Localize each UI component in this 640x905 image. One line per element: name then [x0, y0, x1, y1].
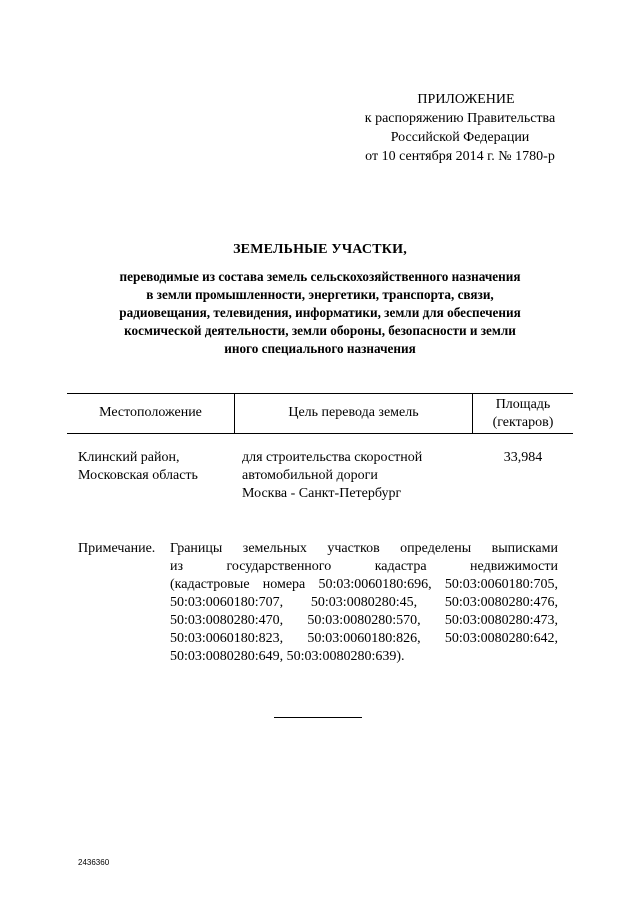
table-top-rule	[67, 393, 573, 394]
location-line-2: Московская область	[78, 468, 198, 483]
note-line: Границы земельных участков определены выписками	[170, 541, 558, 556]
subtitle-line: радиовещания, телевидения, информатики, земли для обеспечения	[119, 305, 521, 320]
appendix-line-3: от 10 сентября 2014 г. № 1780-р	[365, 149, 555, 164]
note-line: 50:03:0080280:649, 50:03:0080280:639).	[170, 649, 405, 664]
note-body	[170, 540, 558, 666]
column-header-purpose: Цель перевода земель	[288, 405, 419, 420]
note-label: Примечание.	[78, 541, 156, 556]
column-header-location: Местоположение	[99, 405, 202, 420]
subtitle-line: иного специального назначения	[224, 341, 416, 356]
document-number: 2436360	[78, 858, 110, 867]
table-cell-area: 33,984	[503, 450, 543, 465]
purpose-line-3: Москва - Санкт-Петербург	[242, 486, 402, 501]
end-separator-rule	[274, 717, 362, 718]
document-subtitle	[70, 268, 570, 358]
table-cell-purpose	[242, 449, 422, 503]
table-header-rule	[67, 433, 573, 434]
appendix-title: ПРИЛОЖЕНИЕ	[417, 92, 515, 107]
note-line: (кадастровые номера 50:03:0060180:696, 50:03:0060180:705,	[170, 577, 558, 592]
location-line-1: Клинский район,	[78, 450, 180, 465]
subtitle-line: в земли промышленности, энергетики, транспорта, связи,	[146, 287, 494, 302]
column-header-area-line-2: (гектаров)	[492, 415, 554, 430]
appendix-header	[330, 90, 590, 166]
column-header-area-line-1: Площадь	[495, 397, 551, 412]
appendix-line-2: Российской Федерации	[390, 130, 530, 145]
note-line: 50:03:0060180:707, 50:03:0080280:45, 50:03:0080280:476,	[170, 595, 558, 610]
purpose-line-1: для строительства скоростной	[242, 450, 423, 465]
subtitle-line: переводимые из состава земель сельскохозяйственного назначения	[119, 269, 521, 284]
column-header-area	[473, 396, 573, 432]
document-title: ЗЕМЕЛЬНЫЕ УЧАСТКИ,	[233, 242, 407, 257]
subtitle-line: космической деятельности, земли обороны, безопасности и земли	[124, 323, 516, 338]
purpose-line-2: автомобильной дороги	[242, 468, 378, 483]
appendix-line-1: к распоряжению Правительства	[364, 111, 556, 126]
note-line: 50:03:0080280:470, 50:03:0080280:570, 50:03:0080280:473,	[170, 613, 558, 628]
note-line: 50:03:0060180:823, 50:03:0060180:826, 50:03:0080280:642,	[170, 631, 558, 646]
table-cell-location	[78, 449, 198, 485]
note-line: из государственного кадастра недвижимости	[170, 559, 558, 574]
